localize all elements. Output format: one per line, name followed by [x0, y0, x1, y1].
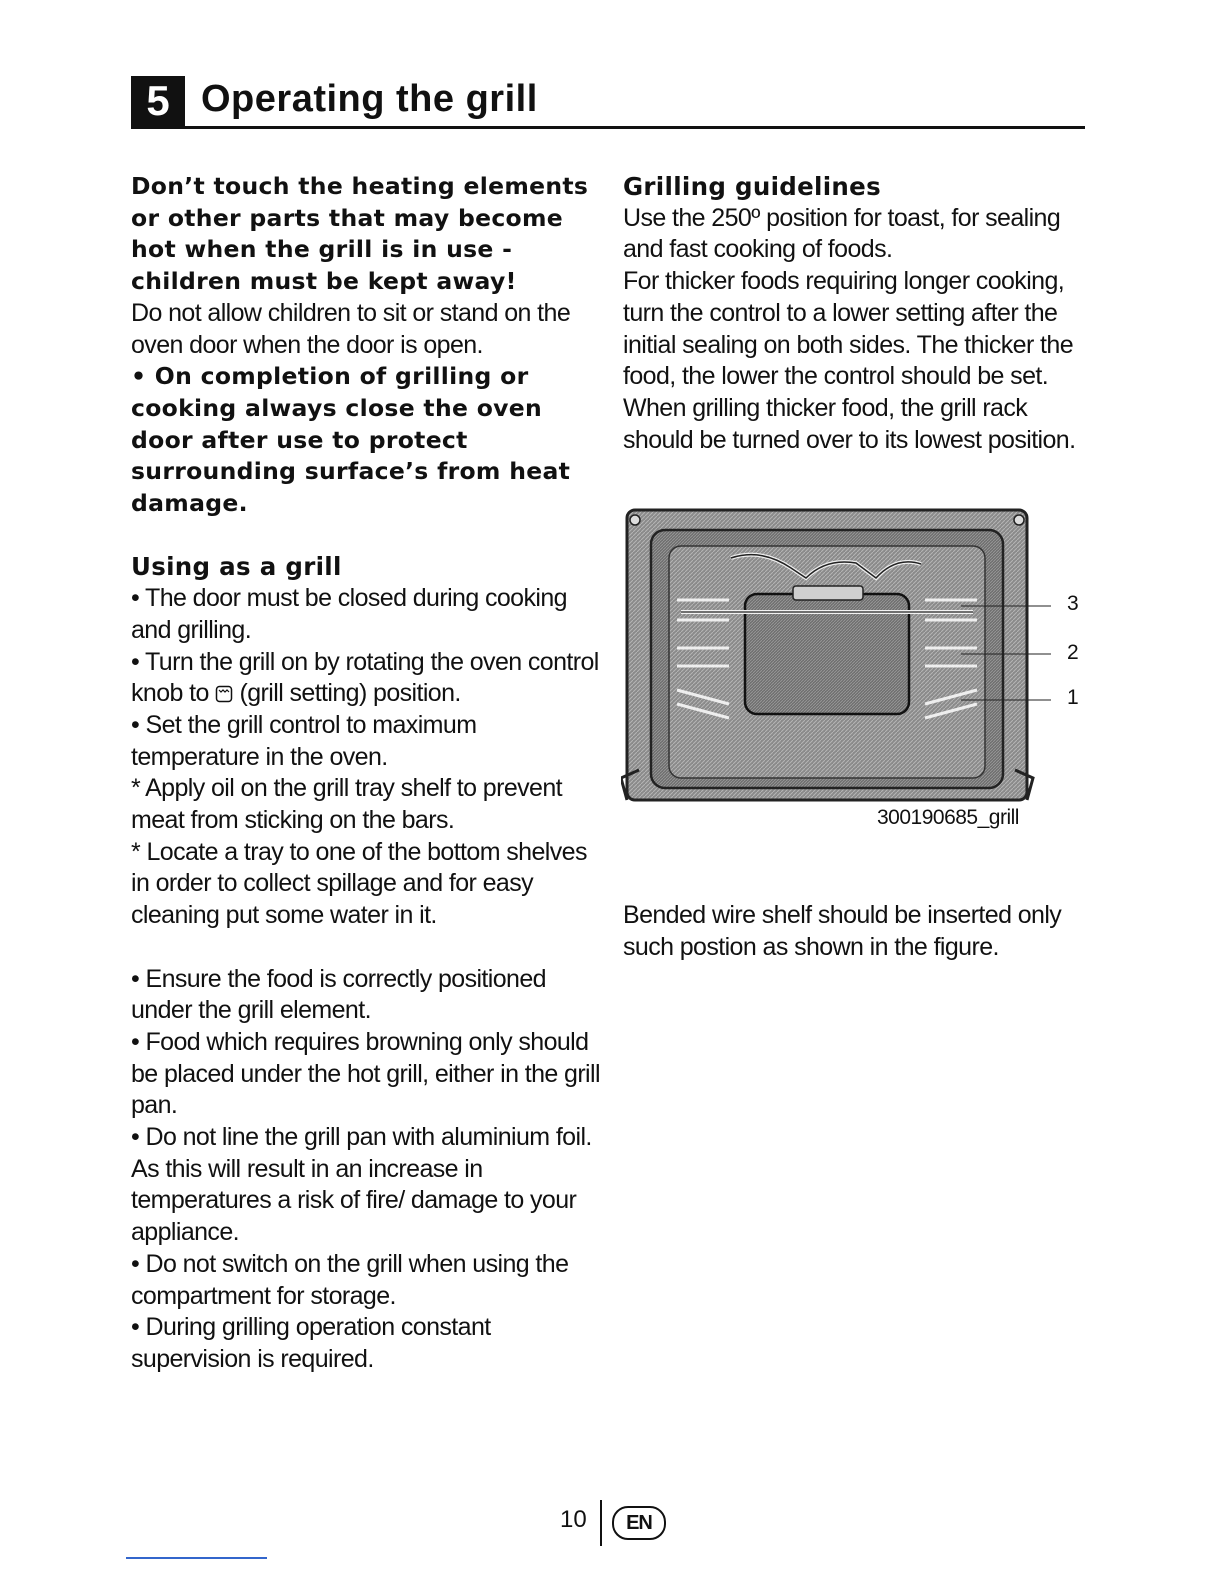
- list-item: • The door must be closed during cooking and grilling.: [131, 584, 567, 644]
- figure-caption: 300190685_grill: [877, 806, 1019, 829]
- oven-interior-illustration: [621, 508, 1091, 808]
- rack-label-3: 3: [1067, 592, 1079, 615]
- page-footer: [560, 1500, 680, 1546]
- bottom-rule: [126, 1557, 267, 1559]
- page-title: Operating the grill: [201, 78, 538, 120]
- using-as-grill-heading: Using as a grill: [131, 552, 342, 582]
- oven-figure: [621, 508, 1091, 838]
- grill-instruction-end: (grill setting) position.: [239, 679, 461, 708]
- section-number-badge: 5: [131, 76, 185, 126]
- guideline-text-2: For thicker foods requiring longer cooking, turn the control to a lower setting after the initial sealing on both sides. The thicker the food, the lower the control should be set. When grilling thicker food, the grill rack should be turned over to its lowest position.: [623, 267, 1076, 454]
- safety-warning: Don’t touch the heating elements or other parts that may become hot when the grill is in use - children must be kept away!: [131, 172, 589, 296]
- list-item: • Food which requires browning only should be placed under the hot grill, either in the grill pan.: [131, 1027, 600, 1120]
- list-item: [131, 647, 601, 710]
- list-item: • During grilling operation constant supervision is required.: [131, 1313, 491, 1373]
- list-item: • Do not switch on the grill when using the compartment for storage.: [131, 1249, 569, 1310]
- page-header: [131, 72, 1085, 129]
- list-item: • Ensure the food is correctly positioned under the grill element.: [131, 964, 546, 1025]
- language-badge: EN: [612, 1506, 666, 1540]
- rack-label-1: 1: [1067, 686, 1079, 709]
- list-item: • Do not line the grill pan with aluminium foil. As this will result in an increase in temperatures a risk of fire/ damage to your appliance.: [131, 1123, 592, 1247]
- rack-label-2: 2: [1067, 641, 1079, 664]
- grill-symbol-icon: [215, 685, 233, 703]
- children-warning-text: Do not allow children to sit or stand on the oven door when the door is open.: [131, 298, 571, 359]
- left-column: [131, 171, 601, 1376]
- wire-shelf-note: Bended wire shelf should be inserted only such postion as shown in the figure.: [623, 901, 1062, 961]
- grilling-guidelines-heading: Grilling guidelines: [623, 172, 881, 201]
- guideline-text-1: Use the 250º position for toast, for sealing and fast cooking of foods.: [623, 203, 1061, 264]
- close-door-warning: • On completion of grilling or cooking always close the oven door after use to protect surrounding surface’s from heat damage.: [131, 362, 571, 518]
- page-number: 10: [560, 1506, 587, 1533]
- list-item: • Set the grill control to maximum temperature in the oven.: [131, 710, 477, 771]
- grill-instruction-start: • Turn the grill on by rotating the oven control knob to: [131, 647, 599, 708]
- right-column: [623, 171, 1098, 456]
- list-item: * Locate a tray to one of the bottom shelves in order to collect spillage and for easy cleaning put some water in it.: [131, 837, 587, 930]
- list-item: * Apply oil on the grill tray shelf to prevent meat from sticking on the bars.: [131, 774, 562, 835]
- footer-divider: [600, 1500, 602, 1546]
